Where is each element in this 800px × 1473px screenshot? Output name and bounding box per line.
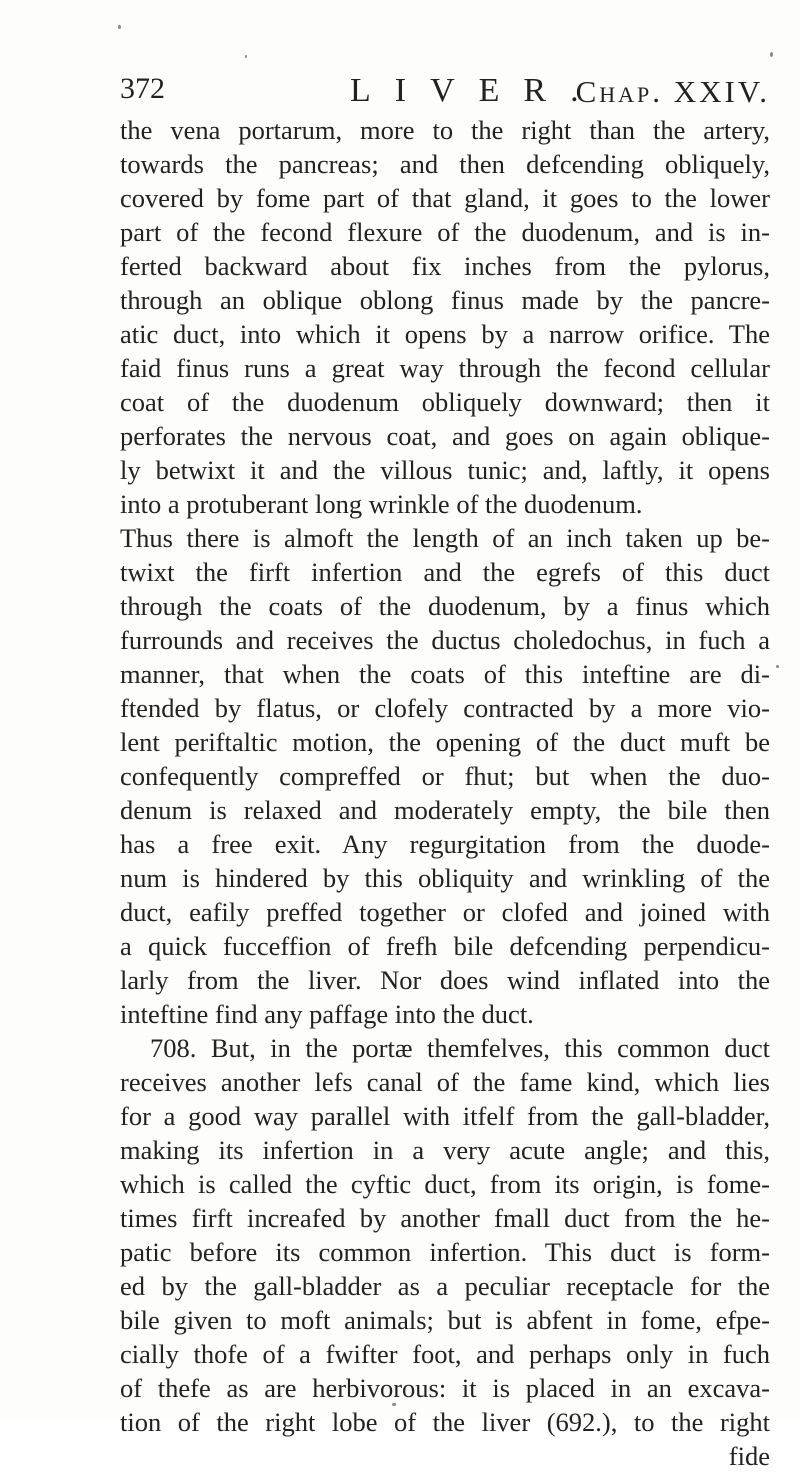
text-line: tion of the right lobe of the liver (692.), to the right [120,1407,770,1437]
text-line: ftended by flatus, or clofely contracted by a more vio- [120,693,770,723]
text-line: covered by fome part of that gland, it goes to the lower [120,183,770,213]
catchword: fide [728,1441,770,1471]
text-line: times firft increafed by another fmall duct from the he- [120,1203,770,1233]
body-text [120,113,770,1473]
page-number: 372 [120,72,165,105]
text-line: bile given to moft animals; but is abfent in fome, efpe- [120,1305,770,1335]
text-line: ed by the gall-bladder as a peculiar receptacle for the [120,1271,770,1301]
text-line: larly from the liver. Nor does wind inflated into the [120,965,770,995]
text-line: the vena portarum, more to the right than the artery, [120,115,770,145]
text-line: making its infertion in a very acute angle; and this, [120,1135,770,1165]
text-line: denum is relaxed and moderately empty, the bile then [120,795,770,825]
text-line: cially thofe of a fwifter foot, and perhaps only in fuch [120,1339,770,1369]
text-line: towards the pancreas; and then defcending obliquely, [120,149,770,179]
text-line: receives another lefs canal of the fame kind, which lies [120,1067,770,1097]
running-title: LIVER. [350,72,603,109]
text-line: through an oblique oblong finus made by the pancre- [120,285,770,315]
text-line: which is called the cyftic duct, from its origin, is fome- [120,1169,770,1199]
text-line: inteftine find any paffage into the duct. [120,999,534,1029]
text-line: coat of the duodenum obliquely downward; then it [120,387,770,417]
paper-speck [770,52,773,57]
text-line: patic before its common infertion. This duct is form- [120,1237,770,1267]
text-line: part of the fecond flexure of the duodenum, and is in- [120,217,770,247]
text-line: Thus there is almoft the length of an inch taken up be- [120,523,770,553]
text-line: confequently compreffed or fhut; but when the duo- [120,761,770,791]
text-line: duct, eafily preffed together or clofed and joined with [120,897,770,927]
running-header [120,72,770,112]
chapter-heading: Chap. XXIV. [575,74,770,109]
paper-speck [776,665,779,668]
text-line: num is hindered by this obliquity and wrinkling of the [120,863,770,893]
text-line: has a free exit. Any regurgitation from the duode- [120,829,770,859]
text-line: furrounds and receives the ductus choledochus, in fuch a [120,625,770,655]
text-line: a quick fucceffion of frefh bile defcending perpendicu- [120,931,770,961]
text-line: twixt the firft infertion and the egrefs of this duct [120,557,770,587]
text-line: ferted backward about fix inches from the pylorus, [120,251,770,281]
paper-speck [118,25,121,29]
paper-speck [392,1403,396,1406]
paper-speck [245,55,247,58]
text-line: through the coats of the duodenum, by a finus which [120,591,770,621]
text-line: ly betwixt it and the villous tunic; and, laftly, it opens [120,455,770,485]
text-line: for a good way parallel with itfelf from the gall-bladder, [120,1101,770,1131]
text-line: atic duct, into which it opens by a narrow orifice. The [120,319,770,349]
text-line: perforates the nervous coat, and goes on again oblique- [120,421,770,451]
text-line: into a protuberant long wrinkle of the duodenum. [120,489,643,519]
text-line: of thefe as are herbivorous: it is placed in an excava- [120,1373,770,1403]
text-line: 708. But, in the portæ themfelves, this common duct [150,1033,770,1063]
text-line: manner, that when the coats of this inteftine are di- [120,659,770,689]
text-line: lent periftaltic motion, the opening of the duct muft be [120,727,770,757]
text-line: faid finus runs a great way through the fecond cellular [120,353,770,383]
